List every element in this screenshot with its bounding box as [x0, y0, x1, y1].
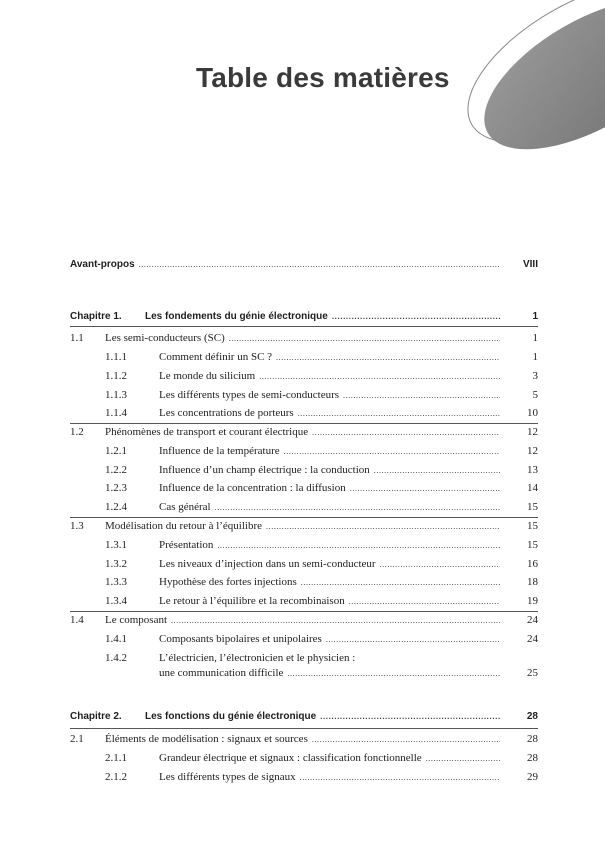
subsection-title: Présentation — [159, 539, 214, 551]
subsection-title: Les différents types de semi-conducteurs — [159, 389, 340, 401]
chapter-2-rule — [70, 728, 538, 729]
section-title: Le composant — [105, 614, 168, 626]
page-title: Table des matières — [196, 62, 450, 93]
subsection-page: 18 — [527, 576, 538, 588]
toc-subsection[interactable] — [70, 388, 538, 402]
subsection-title: L’électricien, l’électronicien et le physicien : — [159, 652, 356, 664]
toc-section[interactable] — [70, 732, 538, 746]
subsection-title: Hypothèse des fortes injections — [159, 576, 297, 588]
section-number: 2.1 — [70, 733, 84, 745]
subsection-title: Influence de la concentration : la diffusion — [159, 482, 346, 494]
section-page: 24 — [527, 614, 538, 626]
chapter-page: 28 — [526, 711, 538, 722]
section-title: Les semi-conducteurs (SC) — [105, 332, 225, 344]
section-rule — [70, 611, 538, 612]
subsection-title: Cas général — [159, 501, 211, 513]
section-page: 12 — [527, 426, 538, 438]
chapter-1-rule — [70, 326, 538, 327]
toc-subsection[interactable] — [70, 557, 538, 571]
subsection-title: Les niveaux d’injection dans un semi-conducteur — [159, 558, 376, 570]
toc-subsection[interactable] — [70, 770, 538, 784]
chapter-number: Chapitre 1. — [70, 311, 122, 322]
section-page: 15 — [527, 520, 538, 532]
toc-subsection[interactable] — [70, 463, 538, 477]
subsection-number: 1.2.3 — [105, 482, 127, 494]
subsection-page: 25 — [527, 667, 538, 679]
section-title: Modélisation du retour à l’équilibre — [105, 520, 263, 532]
subsection-page: 14 — [527, 482, 538, 494]
subsection-number: 1.4.2 — [105, 652, 127, 664]
subsection-page: 19 — [527, 595, 538, 607]
toc-subsection-continuation[interactable] — [70, 666, 538, 680]
toc-subsection[interactable] — [70, 406, 538, 420]
subsection-title: Comment définir un SC ? — [159, 351, 273, 363]
subsection-number: 1.3.2 — [105, 558, 127, 570]
section-number: 1.1 — [70, 332, 84, 344]
subsection-page: 28 — [527, 752, 538, 764]
subsection-page: 16 — [527, 558, 538, 570]
subsection-title: Les différents types de signaux — [159, 771, 296, 783]
toc-subsection[interactable] — [70, 538, 538, 552]
toc-chapter-1[interactable] — [70, 310, 538, 324]
avant-propos-label: Avant-propos — [70, 259, 135, 270]
chapter-title: Les fonctions du génie électronique — [145, 711, 317, 722]
grey-ellipse — [461, 0, 605, 180]
toc-avant-propos[interactable] — [70, 258, 538, 272]
toc-subsection[interactable] — [70, 632, 538, 646]
subsection-number: 1.1.3 — [105, 389, 127, 401]
subsection-title: Le retour à l’équilibre et la recombinaison — [159, 595, 345, 607]
chapter-title: Les fondements du génie électronique — [145, 311, 328, 322]
toc-chapter-2[interactable] — [70, 710, 538, 724]
subsection-number: 1.1.1 — [105, 351, 127, 363]
subsection-title: Influence d’un champ électrique : la conduction — [159, 464, 370, 476]
toc-subsection[interactable] — [70, 751, 538, 765]
toc-section[interactable] — [70, 331, 538, 345]
section-title: Éléments de modélisation : signaux et sources — [105, 733, 308, 745]
subsection-title-line2: une communication difficile — [159, 667, 284, 679]
subsection-page: 29 — [527, 771, 538, 783]
toc-subsection[interactable] — [70, 481, 538, 495]
toc-subsection[interactable] — [70, 575, 538, 589]
subsection-page: 3 — [532, 370, 538, 382]
subsection-page: 10 — [527, 407, 538, 419]
subsection-number: 1.3.4 — [105, 595, 127, 607]
toc-subsection[interactable] — [70, 500, 538, 514]
section-page: 1 — [532, 332, 538, 344]
section-title: Phénomènes de transport et courant électrique — [105, 426, 309, 438]
subsection-title: Grandeur électrique et signaux : classification fonctionnelle — [159, 752, 422, 764]
subsection-page: 1 — [532, 351, 538, 363]
toc-subsection[interactable] — [70, 350, 538, 364]
toc-section[interactable] — [70, 613, 538, 627]
avant-propos-page: VIII — [522, 259, 538, 270]
chapter-number: Chapitre 2. — [70, 711, 122, 722]
subsection-page: 13 — [527, 464, 538, 476]
subsection-number: 1.2.4 — [105, 501, 127, 513]
section-rule — [70, 423, 538, 424]
subsection-number: 1.3.1 — [105, 539, 127, 551]
section-number: 1.2 — [70, 426, 84, 438]
section-number: 1.3 — [70, 520, 84, 532]
subsection-page: 5 — [532, 389, 538, 401]
subsection-page: 15 — [527, 501, 538, 513]
subsection-title: Influence de la température — [159, 445, 280, 457]
toc-subsection[interactable] — [70, 594, 538, 608]
subsection-number: 1.2.2 — [105, 464, 127, 476]
subsection-number: 1.4.1 — [105, 633, 127, 645]
subsection-page: 24 — [527, 633, 538, 645]
toc-subsection[interactable] — [70, 369, 538, 383]
toc-subsection[interactable] — [70, 444, 538, 458]
chapter-page: 1 — [532, 311, 538, 322]
toc-subsection[interactable] — [70, 651, 538, 665]
subsection-number: 2.1.1 — [105, 752, 127, 764]
subsection-number: 1.3.3 — [105, 576, 127, 588]
subsection-title: Composants bipolaires et unipolaires — [159, 633, 322, 645]
section-page: 28 — [527, 733, 538, 745]
subsection-title: Le monde du silicium — [159, 370, 256, 382]
toc-section[interactable] — [70, 519, 538, 533]
subsection-number: 1.1.2 — [105, 370, 127, 382]
subsection-page: 15 — [527, 539, 538, 551]
subsection-number: 1.1.4 — [105, 407, 127, 419]
subsection-number: 2.1.2 — [105, 771, 127, 783]
subsection-number: 1.2.1 — [105, 445, 127, 457]
section-rule — [70, 517, 538, 518]
subsection-page: 12 — [527, 445, 538, 457]
toc-section[interactable] — [70, 425, 538, 439]
subsection-title: Les concentrations de porteurs — [159, 407, 294, 419]
section-number: 1.4 — [70, 614, 84, 626]
